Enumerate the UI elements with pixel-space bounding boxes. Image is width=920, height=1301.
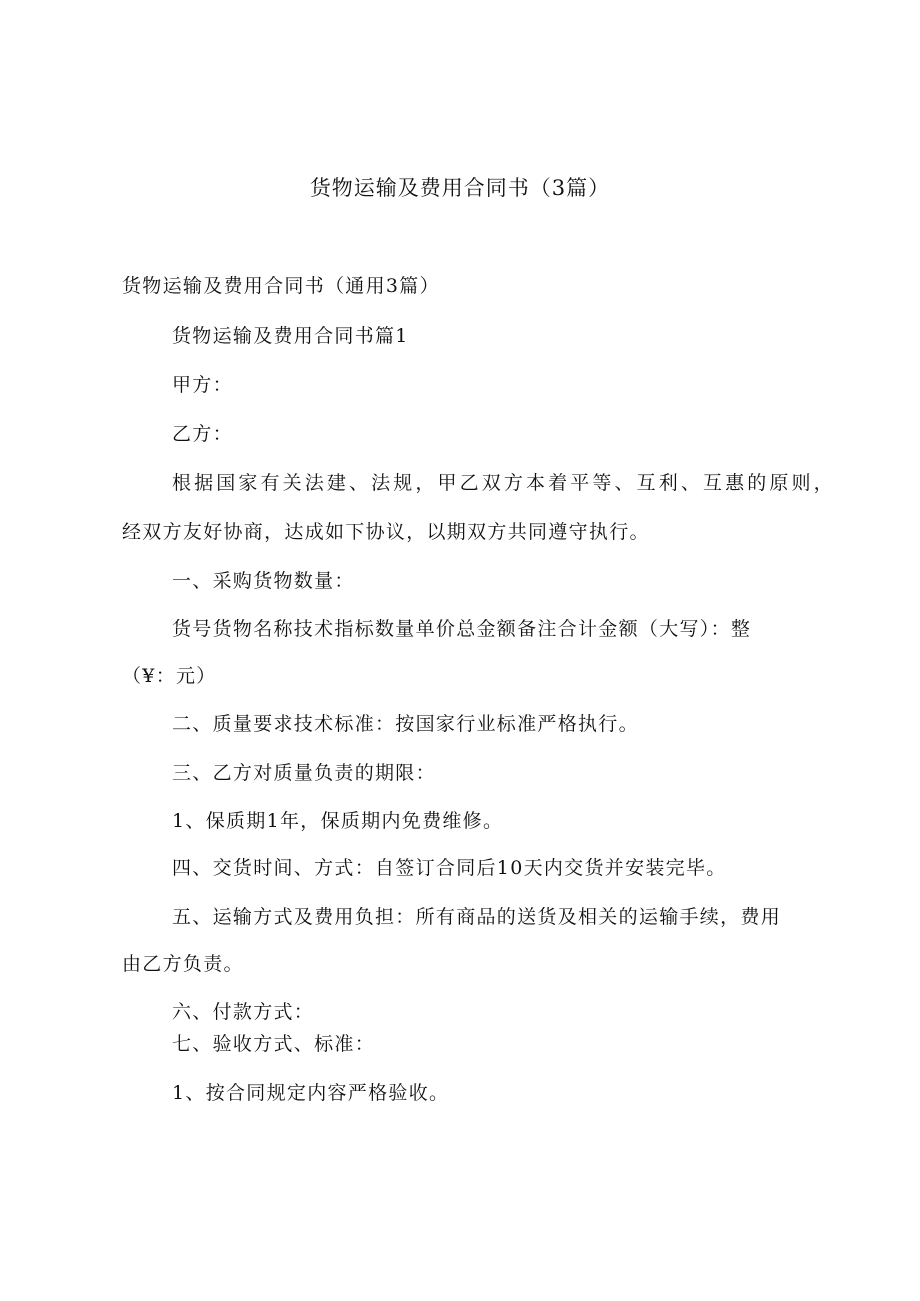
section-2-quality: 二、质量要求技术标准：按国家行业标准严格执行。 bbox=[172, 713, 639, 735]
section-5-line-1: 五、运输方式及费用负担：所有商品的送货及相关的运输手续，费用 bbox=[172, 906, 782, 928]
section-6-payment: 六、付款方式： bbox=[172, 1001, 315, 1023]
section-4-delivery: 四、交货时间、方式：自签订合同后10天内交货并安装完毕。 bbox=[172, 857, 727, 879]
section-3-item-1: 1、保质期1年，保质期内免费维修。 bbox=[172, 810, 504, 832]
section-7-item-1: 1、按合同规定内容严格验收。 bbox=[172, 1082, 450, 1104]
section-7-heading: 七、验收方式、标准： bbox=[172, 1033, 376, 1055]
intro-paragraph-line-2: 经双方友好协商，达成如下协议，以期双方共同遵守执行。 bbox=[122, 521, 650, 543]
goods-table-line-1: 货号货物名称技术指标数量单价总金额备注合计金额（大写）：整 bbox=[172, 618, 752, 640]
intro-paragraph-line-1: 根据国家有关法建、法规，甲乙双方本着平等、互利、互惠的原则， bbox=[172, 472, 834, 494]
party-b-label: 乙方： bbox=[172, 423, 233, 445]
part-heading: 货物运输及费用合同书篇1 bbox=[172, 325, 409, 347]
section-5-line-2: 由乙方负责。 bbox=[122, 953, 244, 975]
section-3-heading: 三、乙方对质量负责的期限： bbox=[172, 762, 436, 784]
section-1-heading: 一、采购货物数量： bbox=[172, 570, 355, 592]
document-subtitle: 货物运输及费用合同书（通用3篇） bbox=[122, 275, 440, 297]
goods-table-line-2: （¥：元） bbox=[122, 665, 217, 687]
document-title: 货物运输及费用合同书（3篇） bbox=[309, 176, 611, 200]
party-a-label: 甲方： bbox=[172, 374, 233, 396]
